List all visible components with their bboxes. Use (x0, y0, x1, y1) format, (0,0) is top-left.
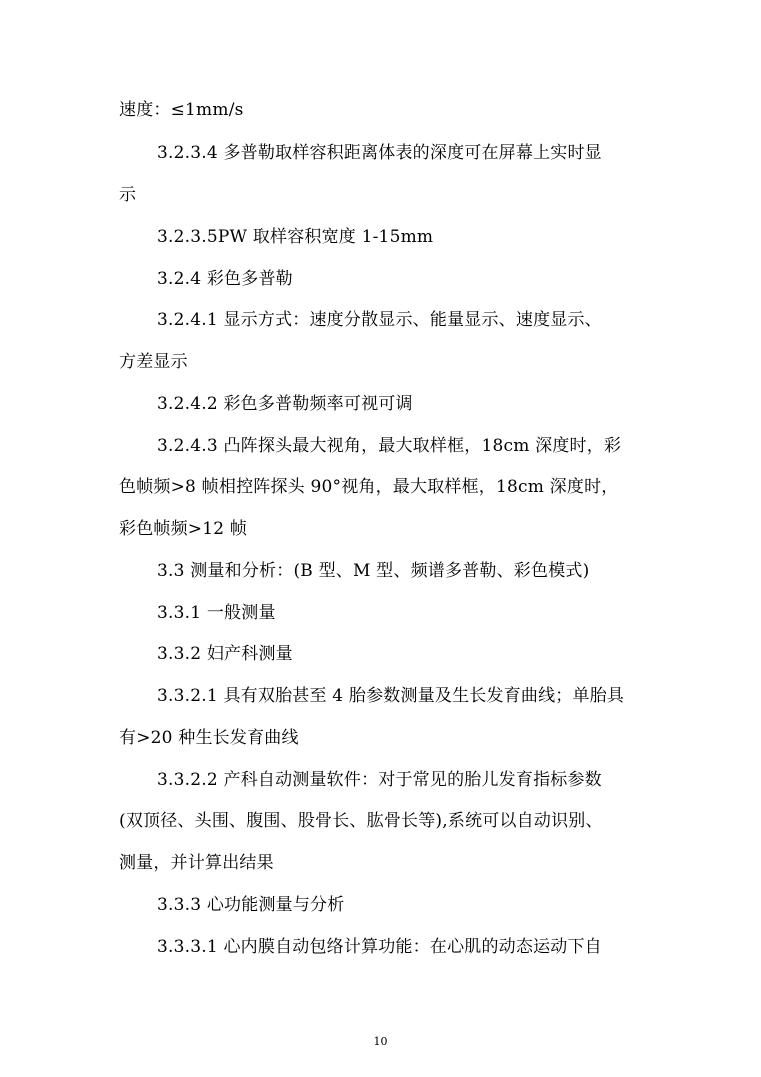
text-line: 3.3.2.2 产科自动测量软件：对于常见的胎儿发育指标参数 (157, 770, 602, 790)
text-line: 3.2.4 彩色多普勒 (157, 269, 293, 289)
text-line: 3.3.2.1 具有双胎甚至 4 胎参数测量及生长发育曲线；单胎具 (157, 686, 625, 706)
text-line: 有>20 种生长发育曲线 (119, 728, 299, 748)
text-line: 3.3.1 一般测量 (157, 603, 276, 623)
text-line: 3.2.4.3 凸阵探头最大视角，最大取样框，18cm 深度时，彩 (157, 436, 622, 456)
text-line: 速度：≤1mm/s (119, 100, 244, 120)
text-line: 3.3 测量和分析：(B 型、M 型、频谱多普勒、彩色模式) (157, 561, 590, 581)
text-line: 3.3.2 妇产科测量 (157, 644, 293, 664)
text-line: 彩色帧频>12 帧 (119, 519, 248, 539)
text-line: 方差显示 (119, 352, 188, 372)
text-line: 3.2.4.2 彩色多普勒频率可视可调 (157, 394, 413, 414)
text-line: 色帧频>8 帧相控阵探头 90°视角，最大取样框，18cm 深度时， (119, 477, 619, 497)
text-line: 3.2.3.5PW 取样容积宽度 1-15mm (157, 227, 434, 247)
page-number: 10 (373, 1035, 388, 1048)
text-line: 测量，并计算出结果 (119, 853, 274, 873)
text-line: 3.2.4.1 显示方式：速度分散显示、能量显示、速度显示、 (157, 310, 602, 330)
text-line: 3.2.3.4 多普勒取样容积距离体表的深度可在屏幕上实时显 (157, 143, 602, 163)
text-line: (双顶径、头围、腹围、股骨长、肱骨长等),系统可以自动识别、 (119, 811, 603, 831)
text-line: 示 (119, 185, 137, 205)
text-line: 3.3.3 心功能测量与分析 (157, 895, 345, 915)
text-line: 3.3.3.1 心内膜自动包络计算功能：在心肌的动态运动下自 (157, 937, 602, 957)
